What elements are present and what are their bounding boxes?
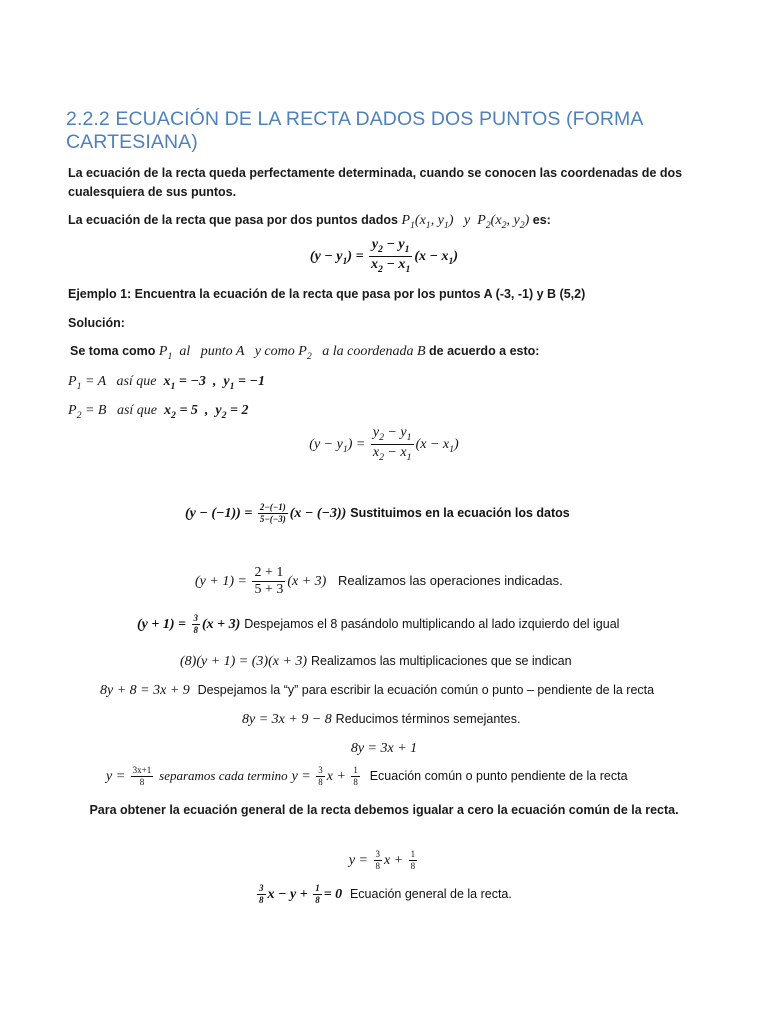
- step-multiply-text: Realizamos las multiplicaciones que se indican: [310, 654, 572, 668]
- intro-line-1: La ecuación de la recta queda perfectamente determinada, cuando se conocen las coordenadas de dos: [68, 166, 683, 180]
- general-formula-bold: $(y - y_1)$ = $\frac{y_2 - y_1}{x_2 - x_1}$ $(x - x_1)$: [309, 237, 459, 275]
- intro-line-3-end: es:: [532, 213, 551, 227]
- point-b-assign: $P_2 = B$ así que $x_2 = 5$ , $y_2 = 2$: [68, 403, 249, 421]
- solution-label: Solución:: [68, 316, 125, 330]
- setup-line: Se toma como $P_1$ al punto A y como $P_2$ a la coordenada B de acuerdo a esto:: [70, 344, 540, 362]
- point-a-assign: $P_1 = A$ así que $x_1 = -3$ , $y_1 = -1$: [68, 374, 265, 392]
- step-solve-y-text: Despejamos la “y” para escribir la ecuación común o punto – pendiente de la recta: [197, 683, 655, 697]
- section-heading: 2.2.2 ECUACIÓN DE LA RECTA DADOS DOS PUNTOS (FORMA CARTESIANA): [66, 108, 643, 153]
- step-substitute: (y − (−1)) = $\frac{2-(-1)}{5-(-3)}$ (x − (−3)) Sustituimos en la ecuación los datos: [185, 502, 570, 524]
- general-instruction: Para obtener la ecuación general de la recta debemos igualar a cero la ecuación común de la recta.: [89, 803, 679, 817]
- step-solve-y: 8y + 8 = 3x + 9 Despejamos la “y” para escribir la ecuación común o punto – pendiente de la recta: [100, 683, 655, 698]
- step-separate: y = $\frac{3x+1}{8}$ separamos cada termino y = $\frac{3}{8}$ x + $\frac{1}{8}$ Ecuación común o punto pendiente de la recta: [106, 765, 628, 787]
- general-equation: $\frac{3}{8}$ x − y + $\frac{1}{8}$ = 0 Ecuación general de la recta.: [259, 883, 512, 905]
- intro-line-2: cualesquiera de sus puntos.: [68, 185, 237, 199]
- general-equation-text: Ecuación general de la recta.: [349, 887, 512, 902]
- step-isolate-8: (y + 1) = $\frac{3}{8}$ (x + 3) Despejamos el 8 pasándolo multiplicando al lado izquierdo del igual: [137, 613, 620, 635]
- setup-text: Se toma como: [70, 344, 156, 358]
- step-substitute-text: Sustituimos en la ecuación los datos: [350, 506, 570, 521]
- intro-line-3: [68, 213, 551, 231]
- step-reduce: 8y = 3x + 9 − 8 Reducimos términos semejantes.: [242, 712, 521, 727]
- step-multiply: (8)(y + 1) = (3)(x + 3) Realizamos las multiplicaciones que se indican: [180, 654, 572, 669]
- step-operations: (y + 1) = $\frac{2 + 1}{5 + 3}$ (x + 3) Realizamos las operaciones indicadas.: [195, 565, 563, 597]
- step-reduce-text: Reducimos términos semejantes.: [335, 712, 521, 726]
- general-formula: $(y - y_1)$ = $\frac{y_2 - y_1}{x_2 - x_1}$ $(x - x_1)$: [309, 425, 459, 463]
- points-formula: $P_1(x_1$, $y_1$) y $P_2(x_2$, $y_2$): [401, 213, 530, 231]
- result-8y: 8y = 3x + 1: [350, 741, 418, 756]
- common-equation: y = $\frac{3}{8}$ x + $\frac{1}{8}$: [348, 849, 416, 871]
- setup-end: de acuerdo a esto:: [429, 344, 540, 358]
- step-isolate-8-text: Despejamos el 8 pasándolo multiplicando al lado izquierdo del igual: [244, 617, 620, 632]
- intro-line-3-text: La ecuación de la recta que pasa por dos puntos dados: [68, 213, 398, 227]
- step-operations-text: Realizamos las operaciones indicadas.: [338, 573, 563, 589]
- step-separate-label: Ecuación común o punto pendiente de la recta: [369, 769, 628, 784]
- example-statement: Ejemplo 1: Encuentra la ecuación de la recta que pasa por los puntos A (-3, -1) y B (5,2): [68, 287, 586, 301]
- step-separate-text: separamos cada termino: [159, 768, 288, 784]
